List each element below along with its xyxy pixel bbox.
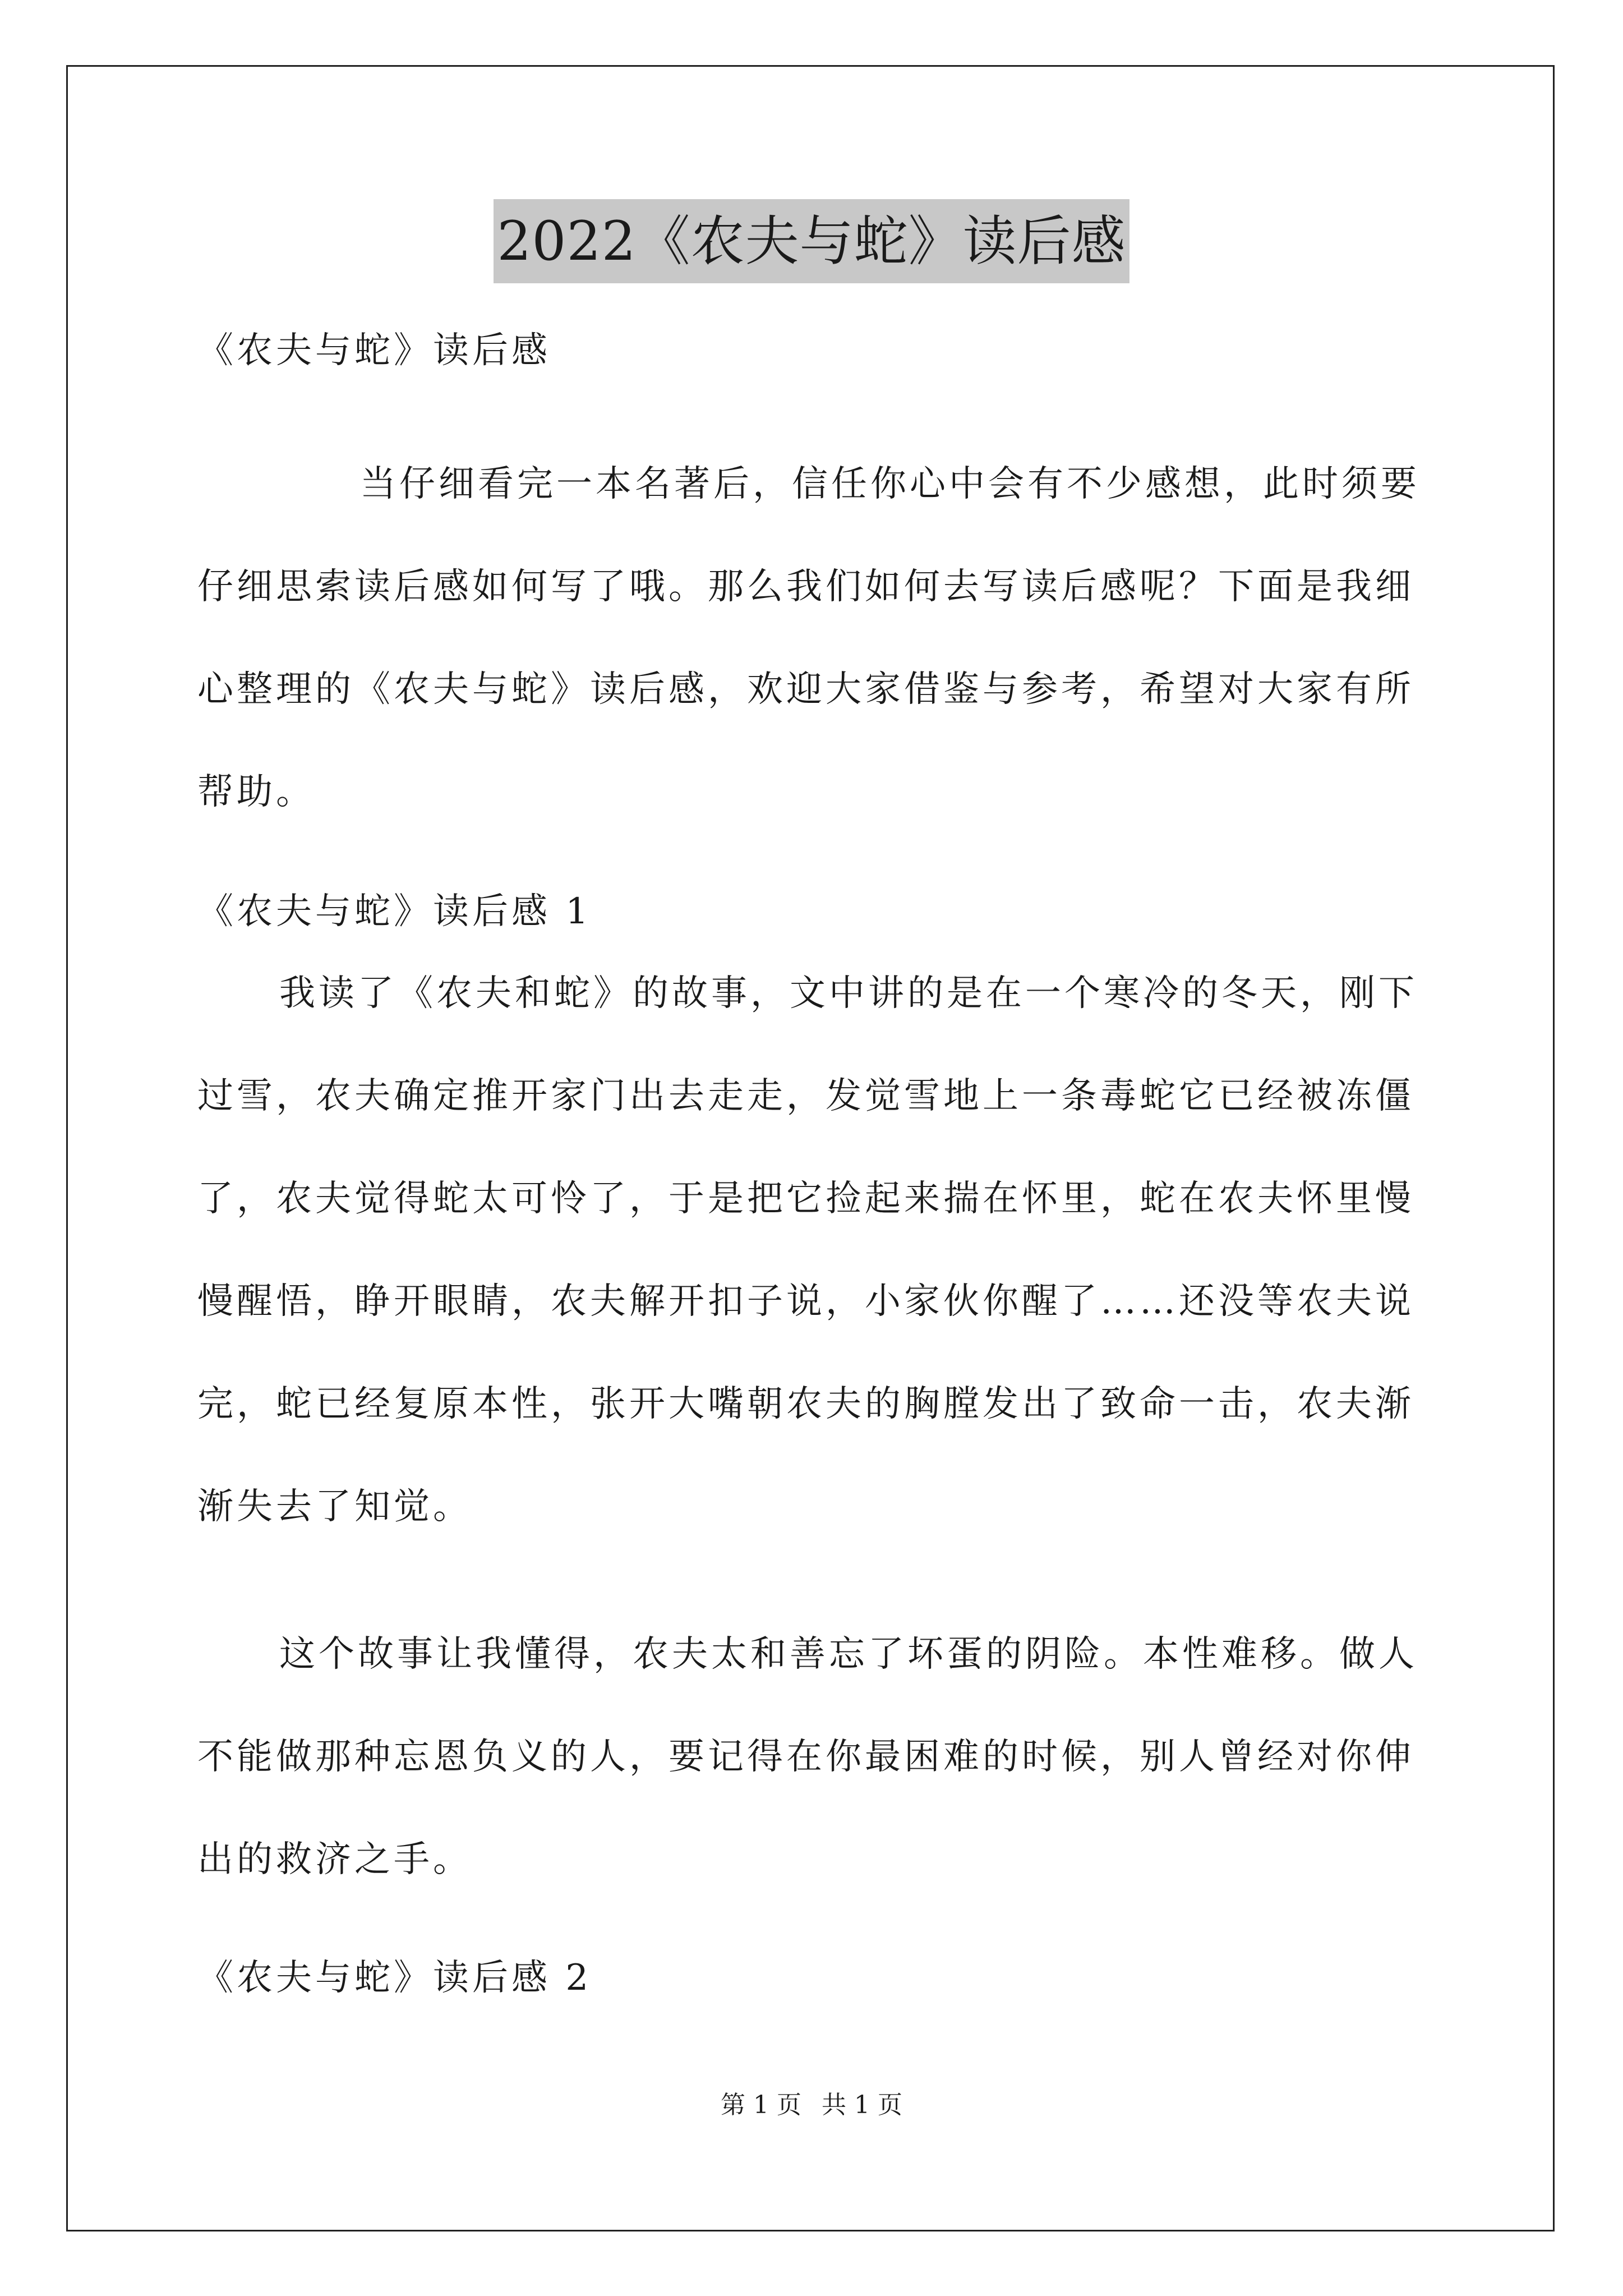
document-title: 2022《农夫与蛇》读后感: [494, 199, 1129, 283]
title-container: [0, 199, 1623, 283]
page-number: 第 1 页: [721, 2091, 801, 2119]
page-total: 共 1 页: [822, 2091, 902, 2119]
page-footer: [0, 2086, 1623, 2125]
intro-paragraph: 当仔细看完一本名著后，信任你心中会有不少感想，此时须要仔细思索读后感如何写了哦。那么我们如何去写读后感呢？下面是我细心整理的《农夫与蛇》读后感，欢迎大家借鉴与参考，希望对大家有所帮助。: [197, 463, 1420, 813]
document-subtitle: 《农夫与蛇》读后感: [197, 330, 551, 371]
section-heading-2: 《农夫与蛇》读后感 2: [197, 1957, 592, 1999]
section-1-paragraph-2: 这个故事让我懂得，农夫太和善忘了坏蛋的阴险。本性难移。做人不能做那种忘恩负义的人，要记得在你最困难的时候，别人曾经对你伸出的救济之手。: [197, 1634, 1418, 1880]
section-1-paragraph-1: 我读了《农夫和蛇》的故事，文中讲的是在一个寒冷的冬天，刚下过雪，农夫确定推开家门出去走走，发觉雪地上一条毒蛇它已经被冻僵了，农夫觉得蛇太可怜了，于是把它捡起来揣在怀里，蛇在农夫怀里慢慢醒悟，睁开眼睛，农夫解开扣子说，小家伙你醒了……还没等农夫说完，蛇已经复原本性，张开大嘴朝农夫的胸膛发出了致命一击，农夫渐渐失去了知觉。: [197, 973, 1418, 1527]
section-heading-1: 《农夫与蛇》读后感 1: [197, 891, 592, 932]
